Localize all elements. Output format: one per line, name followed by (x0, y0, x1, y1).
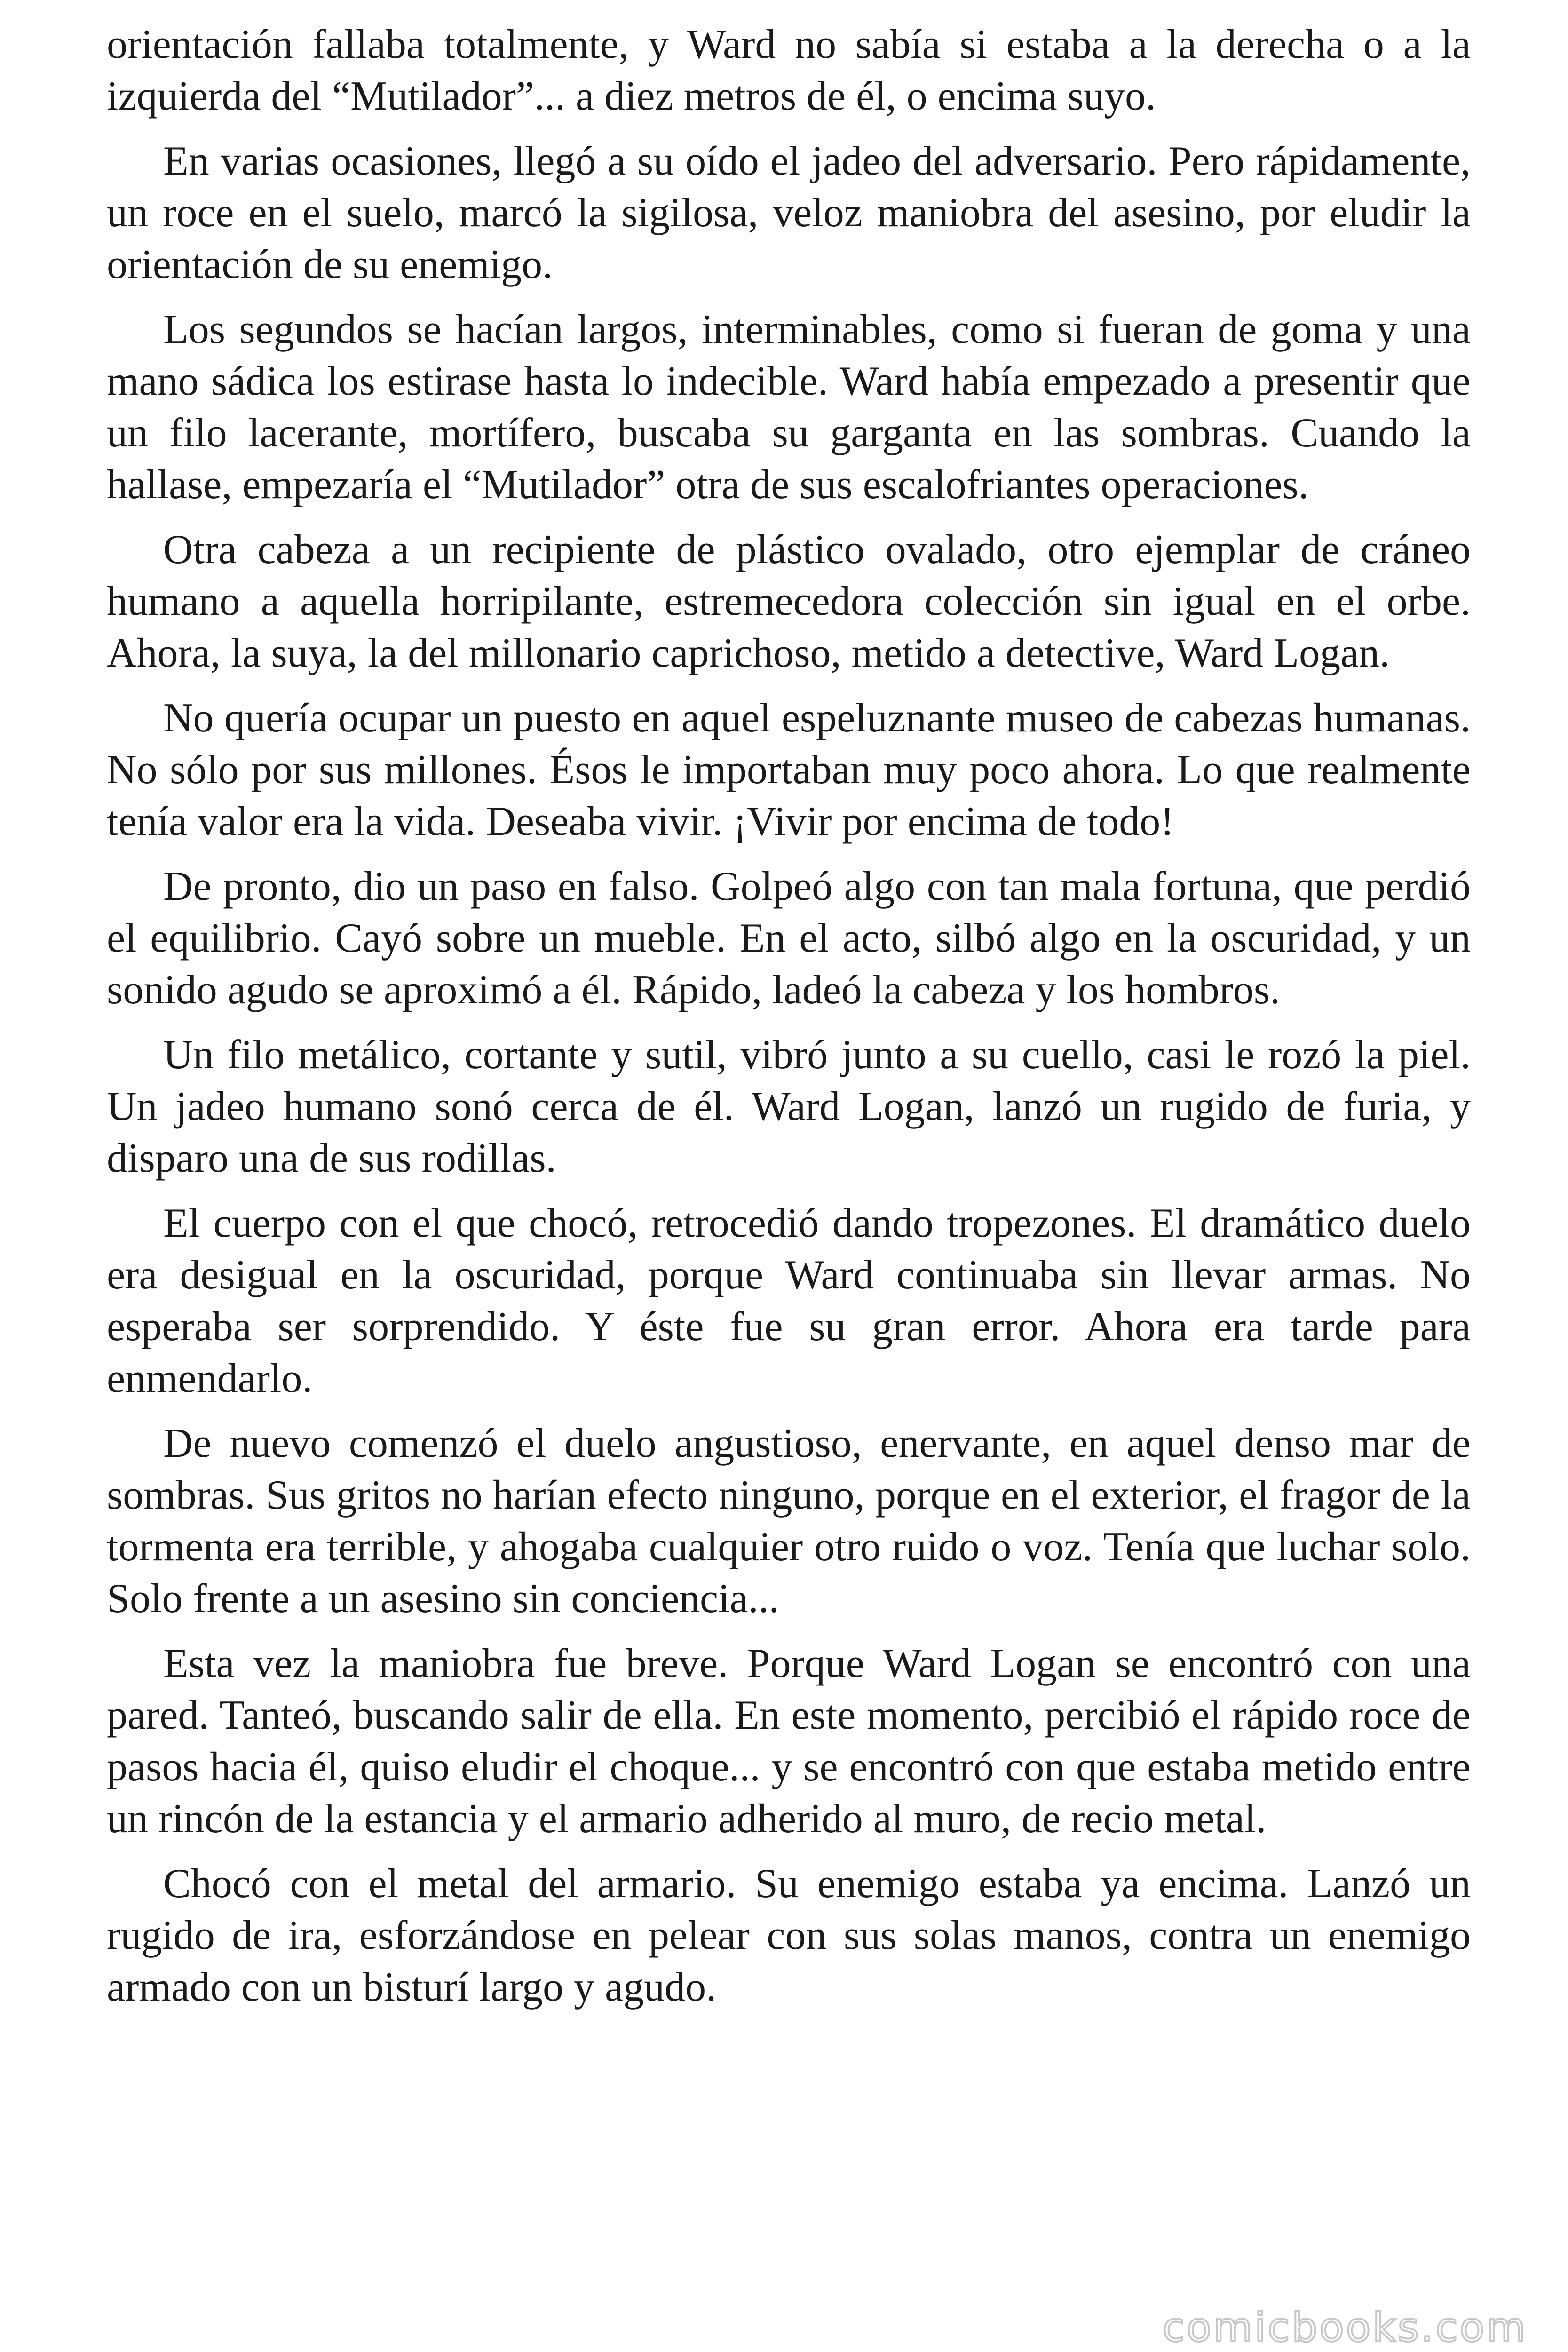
paragraph: En varias ocasiones, llegó a su oído el jadeo del adversario. Pero rápidamente, un roce en el suelo, marcó la sigilosa, veloz maniobra del asesino, por eludir la orientación de su enemigo. (107, 138, 1471, 287)
paragraph: Esta vez la maniobra fue breve. Porque Ward Logan se encontró con una pared. Tanteó, buscando salir de ella. En este momento, percibió el rápido roce de pasos hacia él, quiso eludir el choque... y se encontró con que estaba metido entre un rincón de la estancia y el armario adherido al muro, de recio metal. (107, 1641, 1471, 1842)
paragraph: De nuevo comenzó el duelo angustioso, enervante, en aquel denso mar de sombras. Sus gritos no harían efecto ninguno, porque en el exterior, el fragor de la tormenta era terrible, y ahogaba cualquier otro ruido o voz. Tenía que luchar solo. Solo frente a un asesino sin conciencia... (107, 1421, 1471, 1621)
paragraph: De pronto, dio un paso en falso. Golpeó algo con tan mala fortuna, que perdió el equilibrio. Cayó sobre un mueble. En el acto, silbó algo en la oscuridad, y un sonido agudo se aproximó a él. Rápido, ladeó la cabeza y los hombros. (107, 864, 1471, 1013)
paragraph: Chocó con el metal del armario. Su enemigo estaba ya encima. Lanzó un rugido de ira, esforzándose en pelear con sus solas manos, contra un enemigo armado con un bisturí largo y agudo. (107, 1861, 1471, 2010)
paragraph: Otra cabeza a un recipiente de plástico ovalado, otro ejemplar de cráneo humano a aquella horripilante, estremecedora colección sin igual en el orbe. Ahora, la suya, la del millonario caprichoso, metido a detective, Ward Logan. (107, 527, 1471, 676)
paragraph: No quería ocupar un puesto en aquel espeluznante museo de cabezas humanas. No sólo por sus millones. Ésos le importaban muy poco ahora. Lo que realmente tenía valor era la vida. Deseaba vivir. ¡Vivir por encima de todo! (107, 695, 1471, 844)
paragraph: Un filo metálico, cortante y sutil, vibró junto a su cuello, casi le rozó la piel. Un jadeo humano sonó cerca de él. Ward Logan, lanzó un rugido de furia, y disparo una de sus rodillas. (107, 1032, 1471, 1181)
paragraph: Los segundos se hacían largos, interminables, como si fueran de goma y una mano sádica los estirase hasta lo indecible. Ward había empezado a presentir que un filo lacerante, mortífero, buscaba su garganta en las sombras. Cuando la hallase, empezaría el “Mutilador” otra de sus escalofriantes operaciones. (107, 307, 1471, 508)
paragraph: El cuerpo con el que chocó, retrocedió dando tropezones. El dramático duelo era desigual en la oscuridad, porque Ward continuaba sin llevar armas. No esperaba ser sorprendido. Y éste fue su gran error. Ahora era tarde para enmendarlo. (107, 1200, 1471, 1401)
paragraph: orientación fallaba totalmente, y Ward no sabía si estaba a la derecha o a la izquierda del “Mutilador”... a diez metros de él, o encima suyo. (107, 22, 1471, 119)
page-body (107, 19, 1471, 2026)
watermark: comicbooks.com (1162, 2304, 1528, 2351)
